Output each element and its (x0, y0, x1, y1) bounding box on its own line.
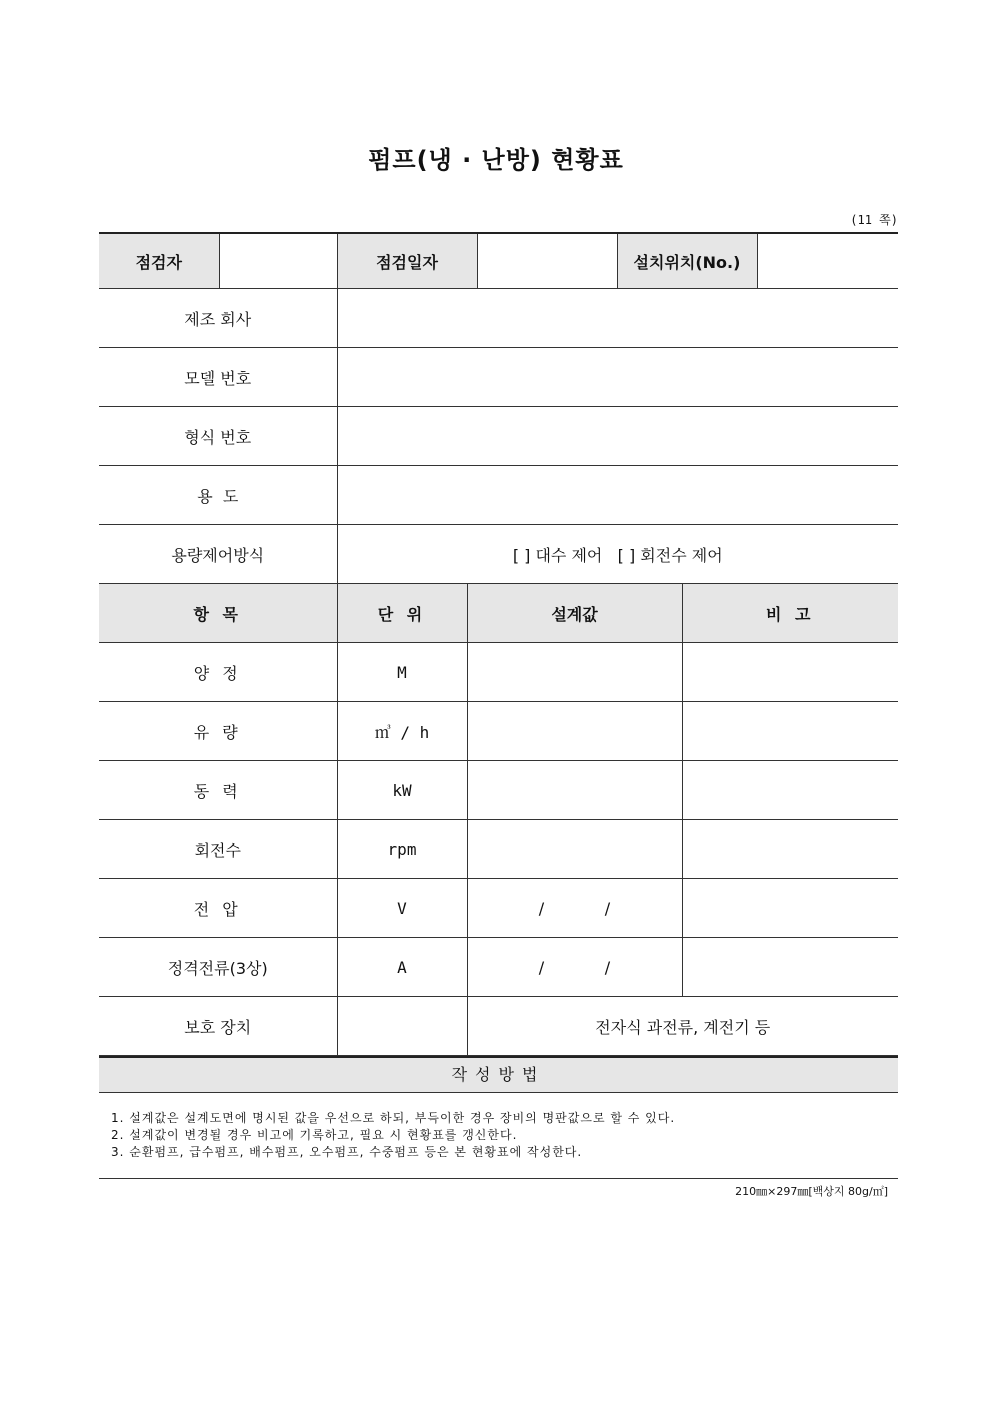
install-location-field[interactable] (757, 233, 898, 289)
spec-unit: ㎥ / h (337, 702, 467, 761)
model-number-label: 모델 번호 (99, 348, 337, 407)
table-row (99, 761, 898, 820)
page-number: (11 쪽) (850, 213, 898, 227)
manufacturer-label: 제조 회사 (99, 289, 337, 348)
table-row (99, 820, 898, 879)
table-row (99, 997, 898, 1056)
usage-label: 용 도 (99, 466, 337, 525)
spec-item: 양 정 (99, 643, 337, 702)
spec-remark-field[interactable] (682, 702, 898, 761)
spec-remark-field[interactable] (682, 761, 898, 820)
spec-table (99, 584, 898, 1056)
spec-design-field[interactable] (467, 879, 682, 938)
capacity-control-label: 용량제어방식 (99, 525, 337, 584)
install-location-label: 설치위치(No.) (617, 233, 757, 289)
column-design-value: 설계값 (467, 584, 682, 643)
spec-unit: kW (337, 761, 467, 820)
spec-item: 회전수 (99, 820, 337, 879)
slash-separator: / (604, 957, 611, 977)
spec-item: 유 량 (99, 702, 337, 761)
capacity-control-options[interactable]: [ ] 대수 제어 [ ] 회전수 제어 (337, 525, 898, 584)
method-title: 작성방법 (99, 1056, 898, 1093)
column-item: 항 목 (99, 584, 337, 643)
spec-unit: M (337, 643, 467, 702)
spec-design-field[interactable] (467, 820, 682, 879)
spec-remark-field[interactable] (682, 879, 898, 938)
info-table (99, 289, 898, 584)
spec-remark-field[interactable] (682, 643, 898, 702)
note-item: 1. 설계값은 설계도면에 명시된 값을 우선으로 하되, 부득이한 경우 장비의 명판값으로 할 수 있다. (111, 1111, 676, 1125)
paper-spec: 210㎜×297㎜[백상지 80g/㎡] (735, 1185, 888, 1198)
spec-design-field[interactable] (467, 702, 682, 761)
note-item: 3. 순환펌프, 급수펌프, 배수펌프, 오수펌프, 수중펌프 등은 본 현황표에 작성한다. (111, 1145, 583, 1159)
spec-item: 전 압 (99, 879, 337, 938)
spec-unit: A (337, 938, 467, 997)
slash-separator: / (604, 898, 611, 918)
page-title: 펌프(냉 · 난방) 현황표 (368, 146, 624, 174)
column-unit: 단 위 (337, 584, 467, 643)
note-item: 2. 설계값이 변경될 경우 비고에 기록하고, 필요 시 현황표를 갱신한다. (111, 1128, 518, 1142)
spec-design-field[interactable] (467, 938, 682, 997)
table-row (99, 702, 898, 761)
model-number-field[interactable] (337, 348, 898, 407)
protection-unit-field[interactable] (337, 997, 467, 1056)
slash-separator: / (538, 898, 545, 918)
column-remark: 비 고 (682, 584, 898, 643)
inspection-date-field[interactable] (477, 233, 617, 289)
table-row (99, 938, 898, 997)
spec-design-field[interactable] (467, 643, 682, 702)
status-form (99, 232, 898, 1199)
type-number-field[interactable] (337, 407, 898, 466)
inspector-field[interactable] (219, 233, 337, 289)
protection-value: 전자식 과전류, 계전기 등 (467, 997, 898, 1056)
header-table (99, 232, 898, 289)
protection-label: 보호 장치 (99, 997, 337, 1056)
usage-field[interactable] (337, 466, 898, 525)
type-number-label: 형식 번호 (99, 407, 337, 466)
spec-item: 정격전류(3상) (99, 938, 337, 997)
inspector-label: 점검자 (99, 233, 219, 289)
spec-item: 동 력 (99, 761, 337, 820)
spec-unit: V (337, 879, 467, 938)
spec-design-field[interactable] (467, 761, 682, 820)
spec-remark-field[interactable] (682, 820, 898, 879)
table-row (99, 879, 898, 938)
table-row (99, 643, 898, 702)
inspection-date-label: 점검일자 (337, 233, 477, 289)
notes (99, 1093, 898, 1179)
spec-unit: rpm (337, 820, 467, 879)
slash-separator: / (538, 957, 545, 977)
spec-remark-field[interactable] (682, 938, 898, 997)
manufacturer-field[interactable] (337, 289, 898, 348)
